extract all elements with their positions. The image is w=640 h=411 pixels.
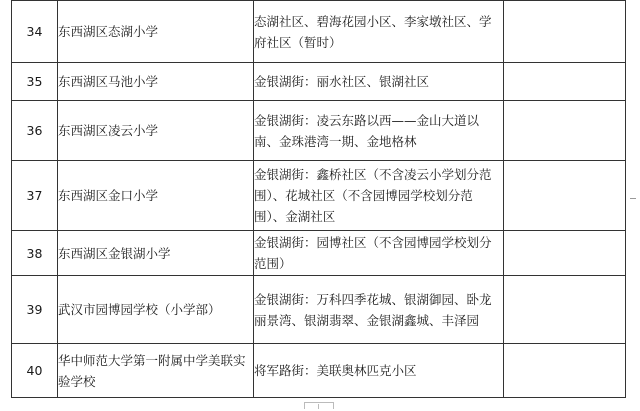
- table-row: [12, 63, 626, 101]
- table-row: [12, 344, 626, 398]
- school-name: 东西湖区马池小学: [58, 63, 254, 101]
- margin-marker: [630, 198, 636, 199]
- enrollment-area: 金银湖街：凌云东路以西——金山大道以南、金珠港湾一期、金地格林: [254, 101, 504, 161]
- note-cell: [504, 101, 626, 161]
- enrollment-area: 将军路街：美联奥林匹克小区: [254, 344, 504, 398]
- row-number: 37: [12, 161, 58, 231]
- row-number: 36: [12, 101, 58, 161]
- note-cell: [504, 63, 626, 101]
- page-break-marker: [304, 402, 334, 409]
- row-number: 39: [12, 276, 58, 344]
- table-row: [12, 1, 626, 63]
- school-district-table: [11, 0, 626, 398]
- enrollment-area: 金银湖街：丽水社区、银湖社区: [254, 63, 504, 101]
- note-cell: [504, 276, 626, 344]
- school-name: 东西湖区态湖小学: [58, 1, 254, 63]
- school-name: 华中师范大学第一附属中学美联实验学校: [58, 344, 254, 398]
- table-row: [12, 101, 626, 161]
- enrollment-area: 态湖社区、碧海花园小区、李家墩社区、学府社区（暂时）: [254, 1, 504, 63]
- table-row: [12, 161, 626, 231]
- page-break-marker-tick: [318, 404, 319, 409]
- row-number: 34: [12, 1, 58, 63]
- enrollment-area: 金银湖街：万科四季花城、银湖御园、卧龙丽景湾、银湖翡翠、金银湖鑫城、丰泽园: [254, 276, 504, 344]
- note-cell: [504, 231, 626, 276]
- school-name: 东西湖区金银湖小学: [58, 231, 254, 276]
- note-cell: [504, 1, 626, 63]
- school-name: 东西湖区金口小学: [58, 161, 254, 231]
- row-number: 40: [12, 344, 58, 398]
- enrollment-area: 金银湖街：鑫桥社区（不含凌云小学划分范围）、花城社区（不含园博园学校划分范围）、金湖社区: [254, 161, 504, 231]
- school-name: 武汉市园博园学校（小学部）: [58, 276, 254, 344]
- table-row: [12, 231, 626, 276]
- note-cell: [504, 344, 626, 398]
- table-row: [12, 276, 626, 344]
- note-cell: [504, 161, 626, 231]
- enrollment-area: 金银湖街：园博社区（不含园博园学校划分范围）: [254, 231, 504, 276]
- row-number: 35: [12, 63, 58, 101]
- school-name: 东西湖区凌云小学: [58, 101, 254, 161]
- row-number: 38: [12, 231, 58, 276]
